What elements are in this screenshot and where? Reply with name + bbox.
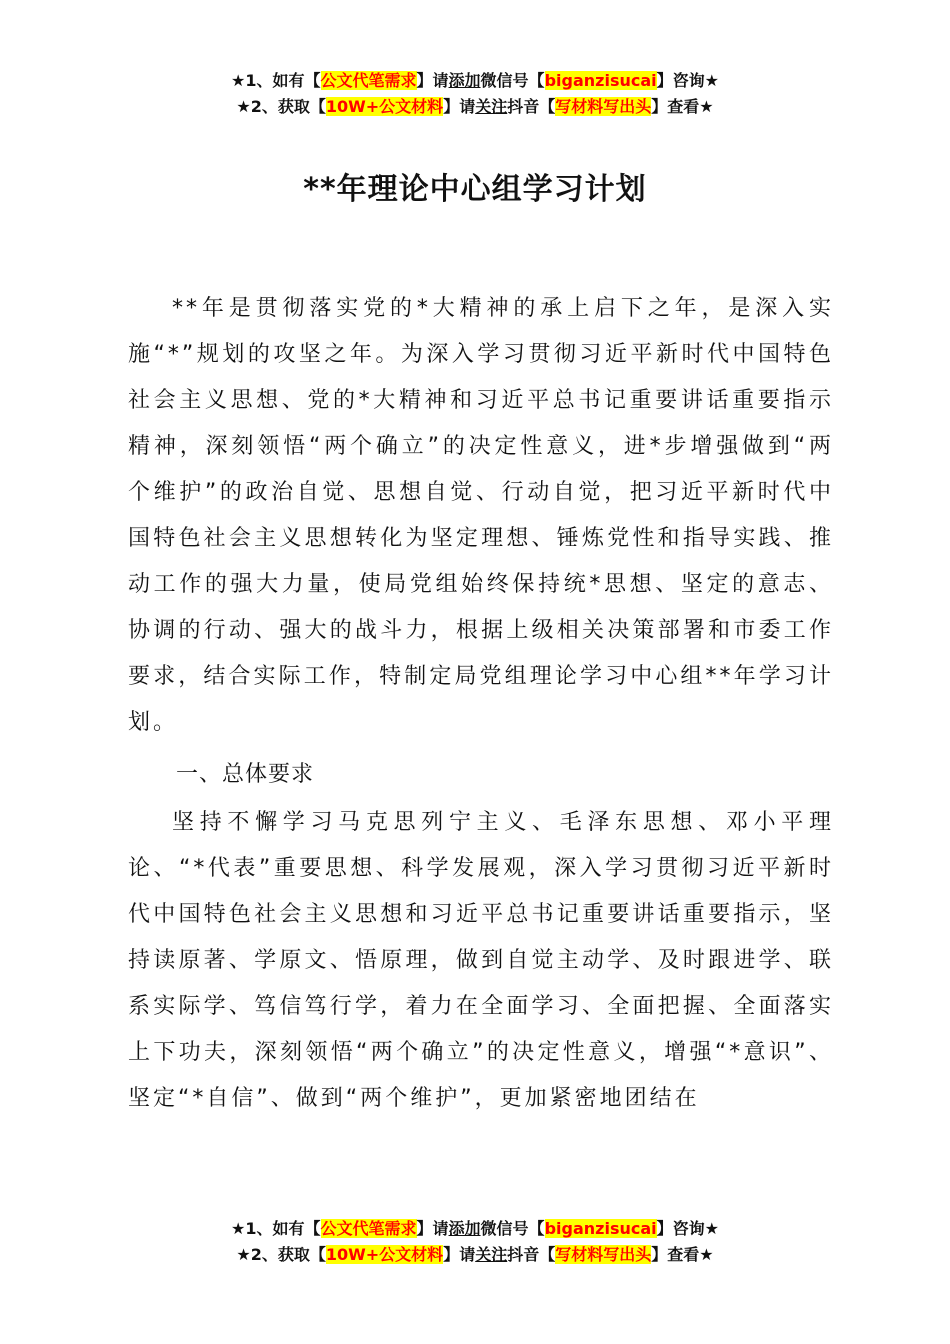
promo-highlight: 公文代笔需求	[320, 71, 417, 90]
promo-highlight: 10W+公文材料	[325, 1245, 444, 1264]
promo-text: ★2、获取【	[236, 1245, 326, 1264]
promo-text: 】查看★	[651, 97, 714, 116]
promo-text: 微信号【	[480, 71, 545, 90]
douyin-id-highlight: 写材料写出头	[555, 1245, 652, 1264]
promo-underlined: 添加	[448, 71, 481, 90]
document-body	[128, 286, 834, 1122]
promo-text: 】请	[443, 97, 476, 116]
promo-text: 】请	[443, 1245, 476, 1264]
promo-text: 微信号【	[480, 1219, 545, 1238]
section-heading: 一、总体要求	[176, 762, 315, 787]
wechat-id-highlight: biganzisucai	[544, 71, 657, 90]
wechat-id-highlight: biganzisucai	[544, 1219, 657, 1238]
promo-underlined: 关注	[475, 97, 508, 116]
promo-text: ★2、获取【	[236, 97, 326, 116]
promo-text: 】查看★	[651, 1245, 714, 1264]
promo-line-1	[0, 1216, 950, 1242]
promo-line-2	[0, 94, 950, 120]
promo-text: 】请	[416, 71, 449, 90]
douyin-id-highlight: 写材料写出头	[555, 97, 652, 116]
promo-text: 抖音【	[507, 97, 556, 116]
promo-text: 】请	[416, 1219, 449, 1238]
intro-paragraph: **年是贯彻落实党的*大精神的承上启下之年，是深入实施“*”规划的攻坚之年。为深入学习贯彻习近平新时代中国特色社会主义思想、党的*大精神和习近平总书记重要讲话重要指示精神，深刻领悟“两个确立”的决定性意义，进*步增强做到“两个维护”的政治自觉、思想自觉、行动自觉，把习近平新时代中国特色社会主义思想转化为坚定理想、锤炼党性和指导实践、推动工作的强大力量，使局党组始终保持统*思想、坚定的意志、协调的行动、强大的战斗力，根据上级相关决策部署和市委工作要求，结合实际工作，特制定局党组理论学习中心组**年学习计划。	[128, 296, 834, 735]
promo-underlined: 添加	[448, 1219, 481, 1238]
bottom-promo-banner	[0, 1216, 950, 1268]
promo-highlight: 10W+公文材料	[325, 97, 444, 116]
promo-text: 】咨询★	[656, 1219, 719, 1238]
section-paragraph: 坚持不懈学习马克思列宁主义、毛泽东思想、邓小平理论、“*代表”重要思想、科学发展观，深入学习贯彻习近平新时代中国特色社会主义思想和习近平总书记重要讲话重要指示，坚持读原著、学原文、悟原理，做到自觉主动学、及时跟进学、联系实际学、笃信笃行学，着力在全面学习、全面把握、全面落实上下功夫，深刻领悟“两个确立”的决定性意义，增强“*意识”、坚定“*自信”、做到“两个维护”，更加紧密地团结在	[128, 810, 834, 1111]
promo-text: 抖音【	[507, 1245, 556, 1264]
promo-text: ★1、如有【	[231, 71, 321, 90]
document-title: **年理论中心组学习计划	[303, 172, 647, 207]
promo-underlined: 关注	[475, 1245, 508, 1264]
promo-line-1	[0, 68, 950, 94]
promo-text: 】咨询★	[656, 71, 719, 90]
promo-text: ★1、如有【	[231, 1219, 321, 1238]
promo-highlight: 公文代笔需求	[320, 1219, 417, 1238]
top-promo-banner	[0, 68, 950, 120]
promo-line-2	[0, 1242, 950, 1268]
